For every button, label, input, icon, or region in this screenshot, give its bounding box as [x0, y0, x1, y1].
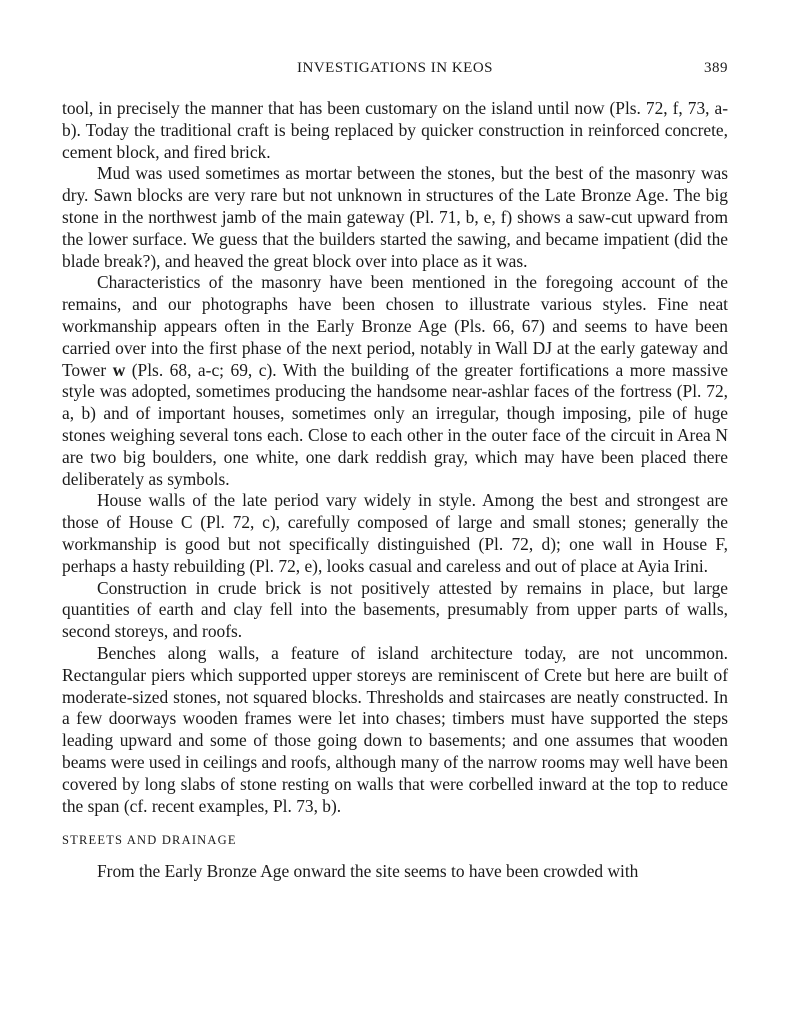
paragraph-masonry: [62, 272, 728, 490]
body-text: [62, 98, 728, 883]
page-number: 389: [704, 60, 728, 76]
paragraph-crude-brick: Construction in crude brick is not positively attested by remains in place, but large quantities of earth and clay fell into the basements, presumably from upper parts of walls, second storeys, and roofs.: [62, 577, 728, 642]
running-title: INVESTIGATIONS IN KEOS: [297, 60, 493, 76]
paragraph-benches: Benches along walls, a feature of island architecture today, are not uncommon. Rectangular piers which supported upper storeys are reminiscent of Crete but here are built of moderate-sized stones, not squared blocks. Thresholds and staircases are neatly constructed. In a few doorways wooden frames were let into chases; timbers must have supported the steps leading upward and some of those going down to basements; and one assumes that wooden beams were used in ceilings and roofs, although many of the narrow rooms may well have been covered by long slabs of stone resting on walls that were corbelled inward at the top to reduce the span (cf. recent examples, Pl. 73, b).: [62, 642, 728, 816]
paragraph-house-walls: House walls of the late period vary widely in style. Among the best and strongest are those of House C (Pl. 72, c), carefully composed of large and small stones; generally the workmanship is good but not specifically distinguished (Pl. 72, d); one wall in House F, perhaps a hasty rebuilding (Pl. 72, e), looks casual and careless and out of place at Ayia Irini.: [62, 490, 728, 576]
section-heading: STREETS AND DRAINAGE: [62, 833, 237, 848]
tower-w-label: w: [112, 359, 126, 380]
paragraph-streets-first-line: From the Early Bronze Age onward the site seems to have been crowded with: [97, 861, 639, 882]
paragraph-continued: tool, in precisely the manner that has been customary on the island until now (Pls. 72, f, 73, a-b). Today the traditional craft is being replaced by quicker construction in reinforced concrete, cement block, and fired brick.: [62, 98, 728, 162]
paragraph-mortar: Mud was used sometimes as mortar between the stones, but the best of the masonry was dry. Sawn blocks are very rare but not unknown in structures of the Late Bronze Age. The big stone in the northwest jamb of the main gateway (Pl. 71, b, e, f) shows a saw-cut upward from the lower surface. We guess that the builders started the sawing, and became impatient (did the blade break?), and heaved the great block over into place as it was.: [62, 163, 728, 271]
paragraph-masonry-text-2: (Pls. 68, a-c; 69, c). With the building of the greater fortifications a more massive style was adopted, sometimes producing the handsome near-ashlar faces of the fortress (Pl. 72, a, b) and of important houses, sometimes only an irregular, though imposing, pile of huge stones weighing several tons each. Close to each other in the outer face of the circuit in Area N are two big boulders, one white, one dark reddish gray, which may have been placed there deliberately as symbols.: [62, 359, 728, 489]
paragraph-masonry-text-1: Characteristics of the masonry have been mentioned in the foregoing account of the remains, and our photographs have been chosen to illustrate various styles. Fine neat workmanship appears often in the Early Bronze Age (Pls. 66, 67) and seems to have been carried over into the first phase of the next period, notably in Wall DJ at the early gateway and Tower: [62, 272, 728, 380]
